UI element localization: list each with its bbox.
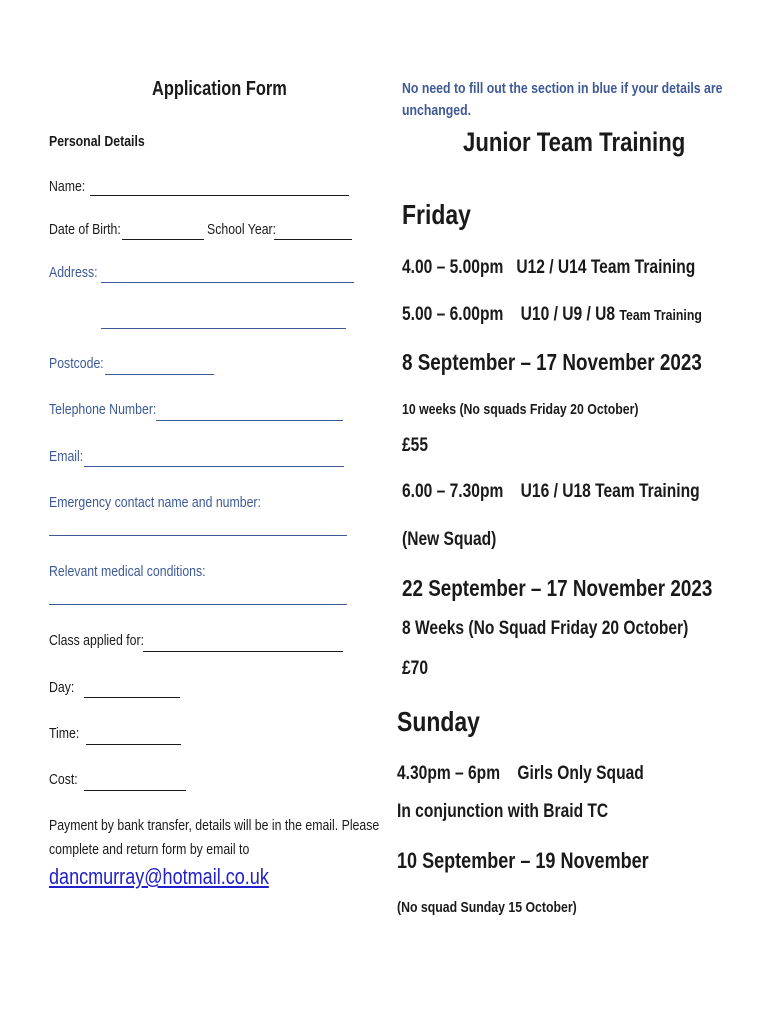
friday-session-u10-u9-u8: 5.00 – 6.00pm U10 / U9 / U8 Team Training xyxy=(402,304,702,325)
sunday-heading: Sunday xyxy=(397,706,480,737)
dob-label: Date of Birth: xyxy=(49,221,121,238)
friday-price-2: £70 xyxy=(402,658,428,679)
sunday-session-girls: 4.30pm – 6pm Girls Only Squad xyxy=(397,763,644,784)
name-field[interactable] xyxy=(90,195,349,196)
name-label: Name: xyxy=(49,178,86,195)
emergency-contact-label: Emergency contact name and number: xyxy=(49,494,261,511)
medical-conditions-label: Relevant medical conditions: xyxy=(49,563,206,580)
friday-dates-1: 8 September – 17 November 2023 xyxy=(402,349,702,375)
time-field[interactable] xyxy=(86,744,181,745)
cost-field[interactable] xyxy=(84,790,186,791)
postcode-field[interactable] xyxy=(105,374,214,375)
friday-weeks-1: 10 weeks (No squads Friday 20 October) xyxy=(402,401,639,418)
friday-session-u16-u18: 6.00 – 7.30pm U16 / U18 Team Training xyxy=(402,481,700,502)
class-applied-field[interactable] xyxy=(143,651,343,652)
cost-label: Cost: xyxy=(49,771,78,788)
sunday-conjunction: In conjunction with Braid TC xyxy=(397,801,609,822)
blue-section-note-line2: unchanged. xyxy=(402,102,472,119)
payment-text-line1: Payment by bank transfer, details will be in the email. Please xyxy=(49,817,380,834)
payment-text-line2: complete and return form by email to xyxy=(49,841,250,858)
telephone-field[interactable] xyxy=(156,420,343,421)
friday-price-1: £55 xyxy=(402,435,428,456)
medical-conditions-field[interactable] xyxy=(49,604,347,605)
sunday-dates: 10 September – 19 November xyxy=(397,848,649,873)
junior-team-training-heading: Junior Team Training xyxy=(463,127,686,157)
email-link[interactable]: dancmurray@hotmail.co.uk xyxy=(49,864,269,889)
sunday-note: (No squad Sunday 15 October) xyxy=(397,899,577,916)
friday-dates-2: 22 September – 17 November 2023 xyxy=(402,575,713,601)
friday-weeks-2: 8 Weeks (No Squad Friday 20 October) xyxy=(402,618,689,639)
new-squad-label: (New Squad) xyxy=(402,529,497,550)
email-label: Email: xyxy=(49,448,84,465)
email-field[interactable] xyxy=(84,466,344,467)
school-year-field[interactable] xyxy=(274,239,352,240)
dob-field[interactable] xyxy=(122,239,204,240)
time-label: Time: xyxy=(49,725,80,742)
day-label: Day: xyxy=(49,679,75,696)
telephone-label: Telephone Number: xyxy=(49,401,157,418)
class-applied-label: Class applied for: xyxy=(49,632,145,649)
form-title: Application Form xyxy=(152,78,287,100)
friday-session-u12-u14: 4.00 – 5.00pm U12 / U14 Team Training xyxy=(402,257,696,278)
personal-details-heading: Personal Details xyxy=(49,133,145,150)
friday-heading: Friday xyxy=(402,199,471,230)
address-field-line1[interactable] xyxy=(101,282,354,283)
address-field-line2[interactable] xyxy=(101,328,346,329)
emergency-contact-field[interactable] xyxy=(49,535,347,536)
address-label: Address: xyxy=(49,264,98,281)
day-field[interactable] xyxy=(84,697,180,698)
blue-section-note-line1: No need to fill out the section in blue if your details are xyxy=(402,80,723,97)
postcode-label: Postcode: xyxy=(49,355,104,372)
school-year-label: School Year: xyxy=(207,221,277,238)
